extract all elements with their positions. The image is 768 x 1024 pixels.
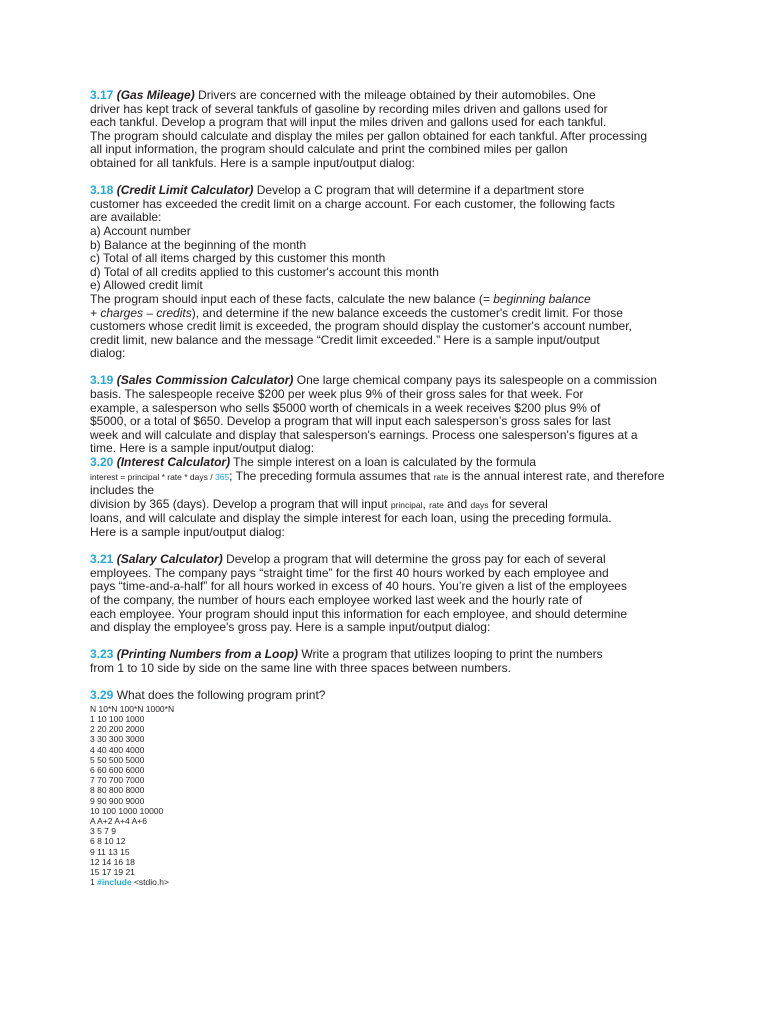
body-text: for several [488, 496, 548, 511]
body-text: obtained for all tankfuls. Here is a sample input/output dialog: [90, 155, 415, 170]
exercise-title: (Gas Mileage) [116, 88, 195, 102]
output-line: 10 100 1000 10000 [90, 805, 164, 816]
variable-name: rate [433, 471, 449, 482]
body-text: includes the [90, 483, 155, 498]
exercise-number: 3.20 [90, 455, 114, 470]
line-number: 1 [90, 877, 98, 888]
output-line: 5 50 500 5000 [90, 754, 145, 765]
output-line: 1 10 100 1000 [90, 713, 145, 724]
body-text: all input information, the program should calculate and print the combined miles per gallon [90, 142, 568, 157]
formula-text: = beginning balance [482, 291, 591, 306]
preprocessor-keyword: #include [97, 877, 132, 888]
exercise-number: 3.17 [90, 88, 114, 102]
list-item: c) Total of all items charged by this customer this month [90, 251, 386, 266]
body-text: dialog: [90, 346, 126, 361]
body-text: ), and determine if the new balance exceeds the customer's credit limit. For those [191, 305, 623, 320]
body-text: Develop a program that will determine the gross pay for each of several [222, 552, 606, 567]
output-line: A A+2 A+4 A+6 [90, 815, 147, 826]
body-text: driver has kept track of several tankfuls of gasoline by recording miles driven and gallons used for [90, 101, 608, 116]
list-item: e) Allowed credit limit [90, 278, 203, 293]
output-line: 6 8 10 12 [90, 836, 126, 847]
body-text: each tankful. Develop a program that will input the miles driven and gallons used for each tankful. [90, 115, 607, 130]
formula-constant: 365 [214, 471, 230, 482]
body-text: of the company, the number of hours each employee worked last week and the hourly rate of [90, 592, 583, 607]
exercise-title: (Sales Commission Calculator) [116, 373, 294, 388]
body-text: each employee. Your program should input this information for each employee, and should determine [90, 606, 627, 621]
variable-name: rate [429, 499, 444, 510]
exercise-number: 3.29 [90, 688, 114, 703]
exercise-first-line [90, 553, 670, 567]
code-line [90, 877, 670, 887]
output-line: 9 11 13 15 [90, 846, 130, 857]
exercise-3-23 [90, 648, 670, 675]
exercise-3-18 [90, 184, 670, 361]
variable-name: principal [390, 499, 423, 510]
program-output [90, 704, 670, 888]
exercise-first-line [90, 648, 670, 662]
body-text: Drivers are concerned with the mileage obtained by their automobiles. One [194, 88, 596, 102]
document-body [90, 89, 670, 887]
output-line: 7 70 700 7000 [90, 775, 145, 786]
body-text [90, 293, 670, 307]
body-text: , [422, 496, 430, 511]
output-line: 2 20 200 2000 [90, 724, 145, 735]
body-text: time. Here is a sample input/output dialog: [90, 441, 315, 456]
body-text: $5000, or a total of $650. Develop a program that will input each salesperson’s gross sales for last [90, 414, 611, 429]
exercise-3-17 [90, 89, 670, 171]
body-text: example, a salesperson who sells $5000 worth of chemicals in a week receives $200 plus 9% of [90, 400, 601, 415]
exercise-first-line [90, 184, 670, 198]
list-item: a) Account number [90, 223, 191, 238]
formula-line [90, 470, 670, 485]
exercise-3-20 [90, 456, 670, 540]
exercise-number: 3.19 [90, 373, 114, 388]
body-text [90, 498, 670, 513]
body-text: customers whose credit limit is exceeded, the program should display the customer's account number, [90, 319, 632, 334]
exercise-first-line [90, 689, 670, 703]
body-text: and [443, 496, 471, 511]
header-file: <stdio.h> [131, 877, 169, 888]
body-text [90, 307, 670, 321]
body-text: What does the following program print? [113, 688, 326, 703]
body-text: pays “time-and-a-half” for all hours worked in excess of 40 hours. You’re given a list of the employees [90, 579, 627, 594]
body-text: loans, and will calculate and display the simple interest for each loan, using the preceding formula. [90, 511, 612, 526]
body-text: customer has exceeded the credit limit on a charge account. For each customer, the following facts [90, 196, 615, 211]
variable-name: days [470, 499, 489, 510]
output-line: 4 40 400 4000 [90, 744, 145, 755]
list-item: b) Balance at the beginning of the month [90, 237, 307, 252]
output-line: 15 17 19 21 [90, 866, 135, 877]
body-text: from 1 to 10 side by side on the same line with three spaces between numbers. [90, 660, 511, 675]
exercise-number: 3.21 [90, 552, 114, 567]
body-text: is the annual interest rate, and therefore [448, 468, 665, 483]
body-text: division by 365 (days). Develop a program that will input [90, 496, 391, 511]
output-line: 6 60 600 6000 [90, 764, 145, 775]
body-text: and display the employee's gross pay. Here is a sample input/output dialog: [90, 620, 491, 635]
body-text: The simple interest on a loan is calculated by the formula [230, 455, 537, 470]
body-text: basis. The salespeople receive $200 per week plus 9% of their gross sales for that week. For [90, 387, 584, 402]
body-text: Here is a sample input/output dialog: [90, 525, 285, 539]
exercise-first-line [90, 89, 670, 103]
exercise-3-19 [90, 374, 670, 456]
output-line: 3 5 7 9 [90, 826, 116, 837]
exercise-3-21 [90, 553, 670, 635]
exercise-title: (Interest Calculator) [116, 455, 231, 470]
body-text: employees. The company pays “straight time” for the first 40 hours worked by each employee and [90, 565, 609, 580]
exercise-first-line [90, 374, 670, 388]
output-line: 3 30 300 3000 [90, 734, 145, 745]
body-text: are available: [90, 210, 162, 225]
output-line: 12 14 16 18 [90, 856, 135, 867]
exercise-title: (Salary Calculator) [116, 552, 223, 567]
body-text: Write a program that utilizes looping to print the numbers [298, 647, 603, 662]
body-text: One large chemical company pays its salespeople on a commission [293, 373, 657, 388]
exercise-number: 3.18 [90, 183, 114, 198]
output-line: 8 80 800 8000 [90, 785, 145, 796]
body-text: The program should calculate and display the miles per gallon obtained for each tankful. After processing [90, 128, 647, 143]
body-text: credit limit, new balance and the message “Credit limit exceeded.” Here is a sample input/output [90, 332, 600, 347]
body-text: week and will calculate and display that salesperson's earnings. Process one salesperson's figures at a [90, 427, 638, 442]
exercise-title: (Credit Limit Calculator) [116, 183, 254, 198]
formula-text: interest = principal * rate * days / [90, 471, 215, 482]
output-line: 9 90 900 9000 [90, 795, 145, 806]
list-item: d) Total of all credits applied to this customer's account this month [90, 264, 439, 279]
exercise-3-29 [90, 689, 670, 887]
exercise-number: 3.23 [90, 647, 114, 662]
body-text: Develop a C program that will determine if a department store [253, 183, 585, 198]
exercise-first-line [90, 456, 670, 470]
formula-text: + charges – credits [90, 305, 192, 320]
body-text: The program should input each of these facts, calculate the new balance ( [90, 291, 483, 306]
body-text: ; The preceding formula assumes that [229, 468, 434, 483]
exercise-title: (Printing Numbers from a Loop) [116, 647, 299, 662]
output-line: N 10*N 100*N 1000*N [90, 703, 175, 714]
